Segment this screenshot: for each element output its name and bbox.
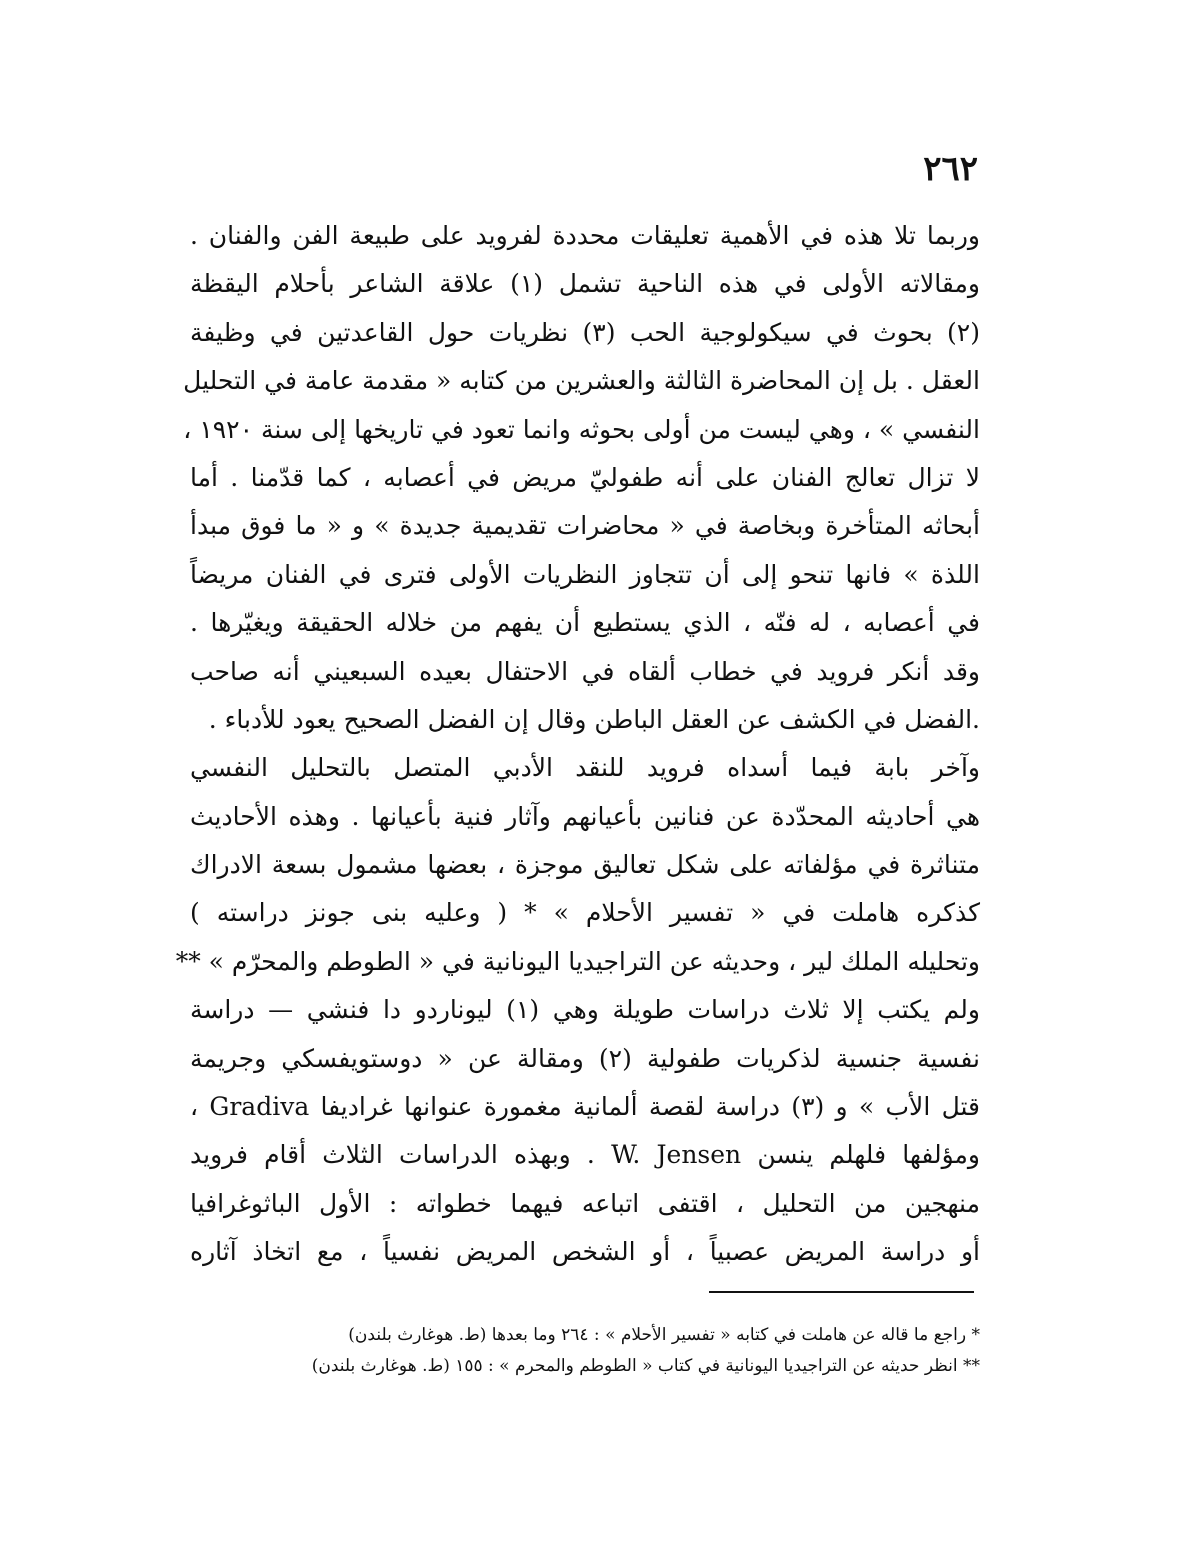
text-line: كذكره هاملت في « تفسير الأحلام » * ( وعليه بنى جونز دراسته ) (190, 898, 980, 928)
text-line: وتحليله الملك لير ، وحديثه عن التراجيديا اليونانية في « الطوطم والمحرّم » ** (175, 946, 980, 976)
body-text (175, 212, 980, 1277)
text-line: في أعصابه ، له فنّه ، الذي يستطيع أن يفهم من خلاله الحقيقة ويغيّرها . (190, 608, 980, 638)
text-line: العقل . بل إن المحاضرة الثالثة والعشرين من كتابه « مقدمة عامة في التحليل (183, 366, 980, 396)
footnote: ** انظر حديثه عن التراجيديا اليونانية في كتاب « الطوطم والمحرم » : ١٥٥ (ط. هوغارث بلندن) (311, 1356, 980, 1376)
text-line: لا تزال تعالج الفنان على أنه طفوليّ مريض في أعصابه ، كما قدّمنا . أما (190, 462, 980, 492)
text-line: أبحاثه المتأخرة وبخاصة في « محاضرات تقديمية جديدة » و « ما فوق مبدأ (190, 511, 980, 541)
text-line: (٢) بحوث في سيكولوجية الحب (٣) نظريات حول القاعدتين في وظيفة (190, 317, 980, 347)
text-line: أو دراسة المريض عصبياً ، أو الشخص المريض نفسياً ، مع اتخاذ آثاره (190, 1237, 980, 1267)
text-line: نفسية جنسية لذكريات طفولية (٢) ومقالة عن « دوستويفسكي وجريمة (190, 1043, 980, 1073)
text-line: هي أحاديثه المحدّدة عن فنانين بأعيانهم وآثار فنية بأعيانها . وهذه الأحاديث (190, 801, 980, 831)
footnote-separator (709, 1291, 974, 1293)
text-line: ومقالاته الأولى في هذه الناحية تشمل (١) علاقة الشاعر بأحلام اليقظة (190, 269, 980, 299)
text-line: منهجين من التحليل ، اقتفى اتباعه فيهما خطواته : الأول الباثوغرافيا (190, 1188, 980, 1218)
text-line: ولم يكتب إلا ثلاث دراسات طويلة وهي (١) ليوناردو دا فنشي — دراسة (190, 995, 980, 1025)
page-number: ٢٦٢ (923, 149, 978, 189)
footnotes (220, 1320, 980, 1382)
text-line: قتل الأب » و (٣) دراسة لقصة ألمانية مغمورة عنوانها غراديفا Gradiva ، (190, 1092, 980, 1122)
text-line: وقد أنكر فرويد في خطاب ألقاه في الاحتفال بعيده السبعيني أنه صاحب (190, 656, 980, 686)
text-line: النفسي » ، وهي ليست من أولى بحوثه وانما تعود في تاريخها إلى سنة ١٩٢٠ ، (183, 414, 980, 444)
text-line: اللذة » فانها تنحو إلى أن تتجاوز النظريات الأولى فترى في الفنان مريضاً (190, 559, 980, 589)
footnote: * راجع ما قاله عن هاملت في كتابه « تفسير الأحلام » : ٢٦٤ وما بعدها (ط. هوغارث بلندن) (348, 1325, 980, 1345)
text-line: ومؤلفها فلهلم ينسن W. Jensen . وبهذه الدراسات الثلاث أقام فرويد (190, 1140, 980, 1170)
text-line: متناثرة في مؤلفاته على شكل تعاليق موجزة ، بعضها مشمول بسعة الادراك (190, 850, 980, 880)
text-line: وآخر بابة فيما أسداه فرويد للنقد الأدبي المتصل بالتحليل النفسي (190, 753, 980, 783)
text-line: وربما تلا هذه في الأهمية تعليقات محددة لفرويد على طبيعة الفن والفنان . (190, 221, 980, 250)
text-line: .الفضل في الكشف عن العقل الباطن وقال إن الفضل الصحيح يعود للأدباء . (208, 704, 980, 734)
